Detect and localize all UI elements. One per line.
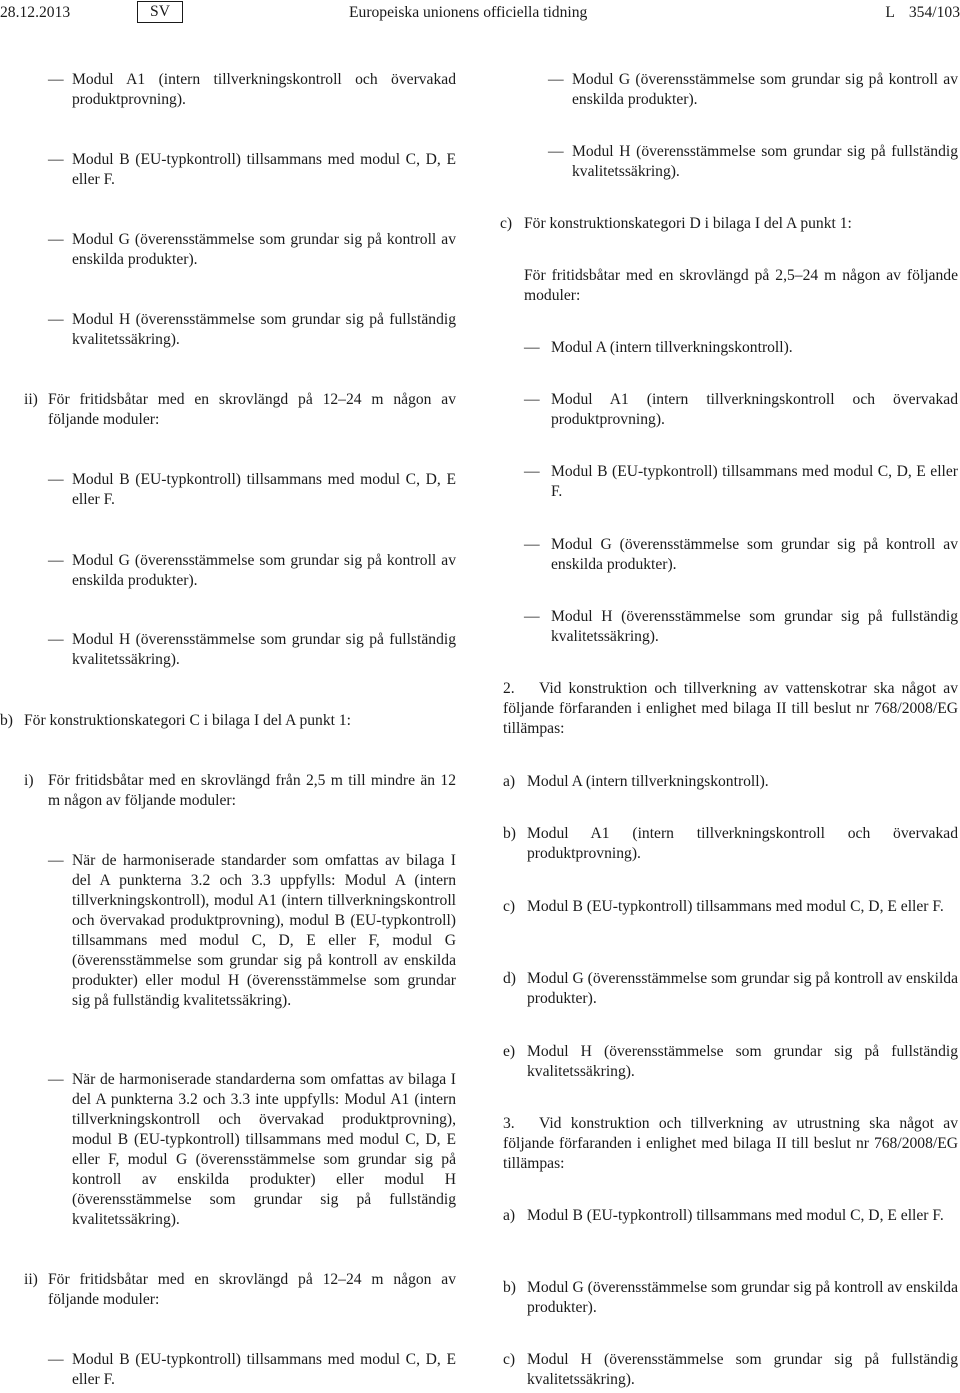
dash-item-text: Modul H (överensstämmelse som grundar sig på fullständig kvalitetssäkring).: [72, 631, 456, 668]
item-text: För fritidsbåtar med en skrovlängd från 2,5 m till mindre än 12 m någon av följande moduler:: [48, 772, 456, 809]
dash-item: [548, 70, 958, 110]
dash-item-text: Modul G (överensstämmelse som grundar sig på kontroll av enskilda produkter).: [72, 552, 456, 589]
item-label: c): [503, 898, 516, 915]
list-item: [503, 824, 958, 864]
dash-item-text: Modul B (EU-typkontroll) tillsammans med modul C, D, E eller F.: [72, 1351, 456, 1388]
dash-item-text: Modul G (överensstämmelse som grundar sig på kontroll av enskilda produkter).: [551, 536, 958, 573]
list-item: [500, 214, 958, 234]
dash-item-text: Modul G (överensstämmelse som grundar sig på kontroll av enskilda produkter).: [572, 71, 958, 108]
dash-item: [48, 230, 456, 270]
em-dash-bullet: [48, 310, 64, 330]
item-label: ii): [24, 1271, 38, 1288]
item-label: a): [503, 1207, 516, 1224]
dash-item-text: Modul B (EU-typkontroll) tillsammans med modul C, D, E eller F.: [72, 471, 456, 508]
em-dash-bullet: [48, 150, 64, 170]
list-item: [503, 897, 958, 917]
item-text: Modul H (överensstämmelse som grundar sig på fullständig kvalitetssäkring).: [527, 1351, 958, 1388]
item-text: Modul B (EU-typkontroll) tillsammans med modul C, D, E eller F.: [527, 1207, 944, 1224]
series-letter: L: [885, 4, 895, 21]
list-item: [0, 711, 456, 731]
item-label: b): [0, 712, 13, 729]
em-dash-bullet: [548, 142, 564, 162]
item-label: e): [503, 1043, 516, 1060]
em-dash-bullet: [524, 338, 540, 358]
em-dash-bullet: [524, 607, 540, 627]
em-dash-bullet: [48, 1350, 64, 1370]
item-label: c): [503, 1351, 516, 1368]
language-code-box: SV: [137, 1, 183, 23]
item-text: Modul H (överensstämmelse som grundar sig på fullständig kvalitetssäkring).: [527, 1043, 958, 1080]
dash-item: [48, 70, 456, 110]
dash-item: [524, 462, 958, 502]
item-label: i): [24, 772, 34, 789]
paragraph: [524, 266, 958, 306]
item-label: b): [503, 825, 516, 842]
item-text: För fritidsbåtar med en skrovlängd på 12–24 m någon av följande moduler:: [48, 391, 456, 428]
item-text: Modul B (EU-typkontroll) tillsammans med modul C, D, E eller F.: [527, 898, 944, 915]
item-text: Modul G (överensstämmelse som grundar sig på kontroll av enskilda produkter).: [527, 970, 958, 1007]
list-item: [24, 771, 456, 811]
dash-item-text: Modul B (EU-typkontroll) tillsammans med modul C, D, E eller F.: [72, 151, 456, 188]
em-dash-bullet: [48, 851, 64, 871]
numbered-paragraph: [503, 679, 958, 739]
dash-item: [48, 150, 456, 190]
dash-item: [48, 310, 456, 350]
dash-item: [48, 1070, 456, 1230]
item-text: För fritidsbåtar med en skrovlängd på 12–24 m någon av följande moduler:: [48, 1271, 456, 1308]
dash-item-text: Modul A1 (intern tillverkningskontroll och övervakad produktprovning).: [551, 391, 958, 428]
dash-item: [524, 607, 958, 647]
item-label: c): [500, 215, 513, 232]
page-number: 354/103: [908, 4, 960, 21]
item-label: 2.: [503, 680, 515, 697]
item-label: b): [503, 1279, 516, 1296]
em-dash-bullet: [524, 535, 540, 555]
dash-item: [524, 338, 958, 358]
numbered-paragraph: [503, 1114, 958, 1174]
item-label: d): [503, 970, 516, 987]
dash-item-text: Modul H (överensstämmelse som grundar sig på fullständig kvalitetssäkring).: [572, 143, 958, 180]
em-dash-bullet: [48, 630, 64, 650]
dash-item: [548, 142, 958, 182]
em-dash-bullet: [48, 230, 64, 250]
dash-item-text: När de harmoniserade standarderna som omfattas av bilaga I del A punkterna 3.2 och 3.3 inte uppfylls: Modul A1 (intern tillverkningskontroll och övervakad produktprovning), modul B (EU-typkontroll) tillsammans med modul C, D, E eller F, modul G (överensstämmelse som grundar sig på kontroll av enskilda produkter) eller modul H (överensstämmelse som grundar sig på fullständig kvalitetssäkring).: [72, 1071, 456, 1228]
paragraph-text: För fritidsbåtar med en skrovlängd på 2,5–24 m någon av följande moduler:: [524, 267, 958, 304]
list-item: [503, 1042, 958, 1082]
item-text: Modul A (intern tillverkningskontroll).: [527, 773, 769, 790]
item-label: ii): [24, 391, 38, 408]
dash-item-text: När de harmoniserade standarder som omfattas av bilaga I del A punkterna 3.2 och 3.3 uppfylls: Modul A (intern tillverkningskontroll), modul A1 (intern tillverkningskontroll och övervakad produktprovning), modul B (EU-typkontroll) tillsammans med modul C, D, E eller F, modul G (överensstämmelse som grundar sig på kontroll av enskilda produkter) eller modul H (överensstämmelse som grundar sig på fullständig kvalitetssäkring).: [72, 852, 456, 1009]
em-dash-bullet: [524, 390, 540, 410]
em-dash-bullet: [48, 70, 64, 90]
item-text: Vid konstruktion och tillverkning av utrustning ska något av följande förfaranden i enlighet med bilaga II till beslut nr 768/2008/EG tillämpas:: [503, 1115, 958, 1172]
dash-item-text: Modul H (överensstämmelse som grundar sig på fullständig kvalitetssäkring).: [72, 311, 456, 348]
item-text: För konstruktionskategori D i bilaga I del A punkt 1:: [524, 215, 852, 232]
item-label: 3.: [503, 1115, 515, 1132]
list-item: [503, 1350, 958, 1390]
item-text: Vid konstruktion och tillverkning av vattenskotrar ska något av följande förfaranden i enlighet med bilaga II till beslut nr 768/2008/EG tillämpas:: [503, 680, 958, 737]
dash-item-text: Modul A1 (intern tillverkningskontroll och övervakad produktprovning).: [72, 71, 456, 108]
dash-item: [48, 851, 456, 1011]
list-item: [24, 1270, 456, 1310]
dash-item: [48, 1350, 456, 1390]
list-item: [503, 1206, 958, 1226]
journal-title: Europeiska unionens officiella tidning: [349, 4, 588, 21]
em-dash-bullet: [524, 462, 540, 482]
list-item: [24, 390, 456, 430]
item-text: Modul A1 (intern tillverkningskontroll och övervakad produktprovning).: [527, 825, 958, 862]
dash-item-text: Modul B (EU-typkontroll) tillsammans med modul C, D, E eller F.: [551, 463, 958, 500]
dash-item: [48, 470, 456, 510]
dash-item: [48, 630, 456, 670]
publication-date: 28.12.2013: [0, 4, 71, 21]
em-dash-bullet: [48, 1070, 64, 1090]
dash-item: [48, 551, 456, 591]
em-dash-bullet: [48, 470, 64, 490]
dash-item: [524, 535, 958, 575]
item-text: För konstruktionskategori C i bilaga I del A punkt 1:: [24, 712, 352, 729]
list-item: [503, 772, 958, 792]
item-label: a): [503, 773, 516, 790]
dash-item-text: Modul G (överensstämmelse som grundar sig på kontroll av enskilda produkter).: [72, 231, 456, 268]
page-reference: [871, 3, 960, 23]
item-text: Modul G (överensstämmelse som grundar sig på kontroll av enskilda produkter).: [527, 1279, 958, 1316]
em-dash-bullet: [48, 551, 64, 571]
em-dash-bullet: [548, 70, 564, 90]
list-item: [503, 969, 958, 1009]
dash-item-text: Modul A (intern tillverkningskontroll).: [551, 339, 793, 356]
dash-item-text: Modul H (överensstämmelse som grundar sig på fullständig kvalitetssäkring).: [551, 608, 958, 645]
dash-item: [524, 390, 958, 430]
page-header: [0, 3, 960, 25]
list-item: [503, 1278, 958, 1318]
